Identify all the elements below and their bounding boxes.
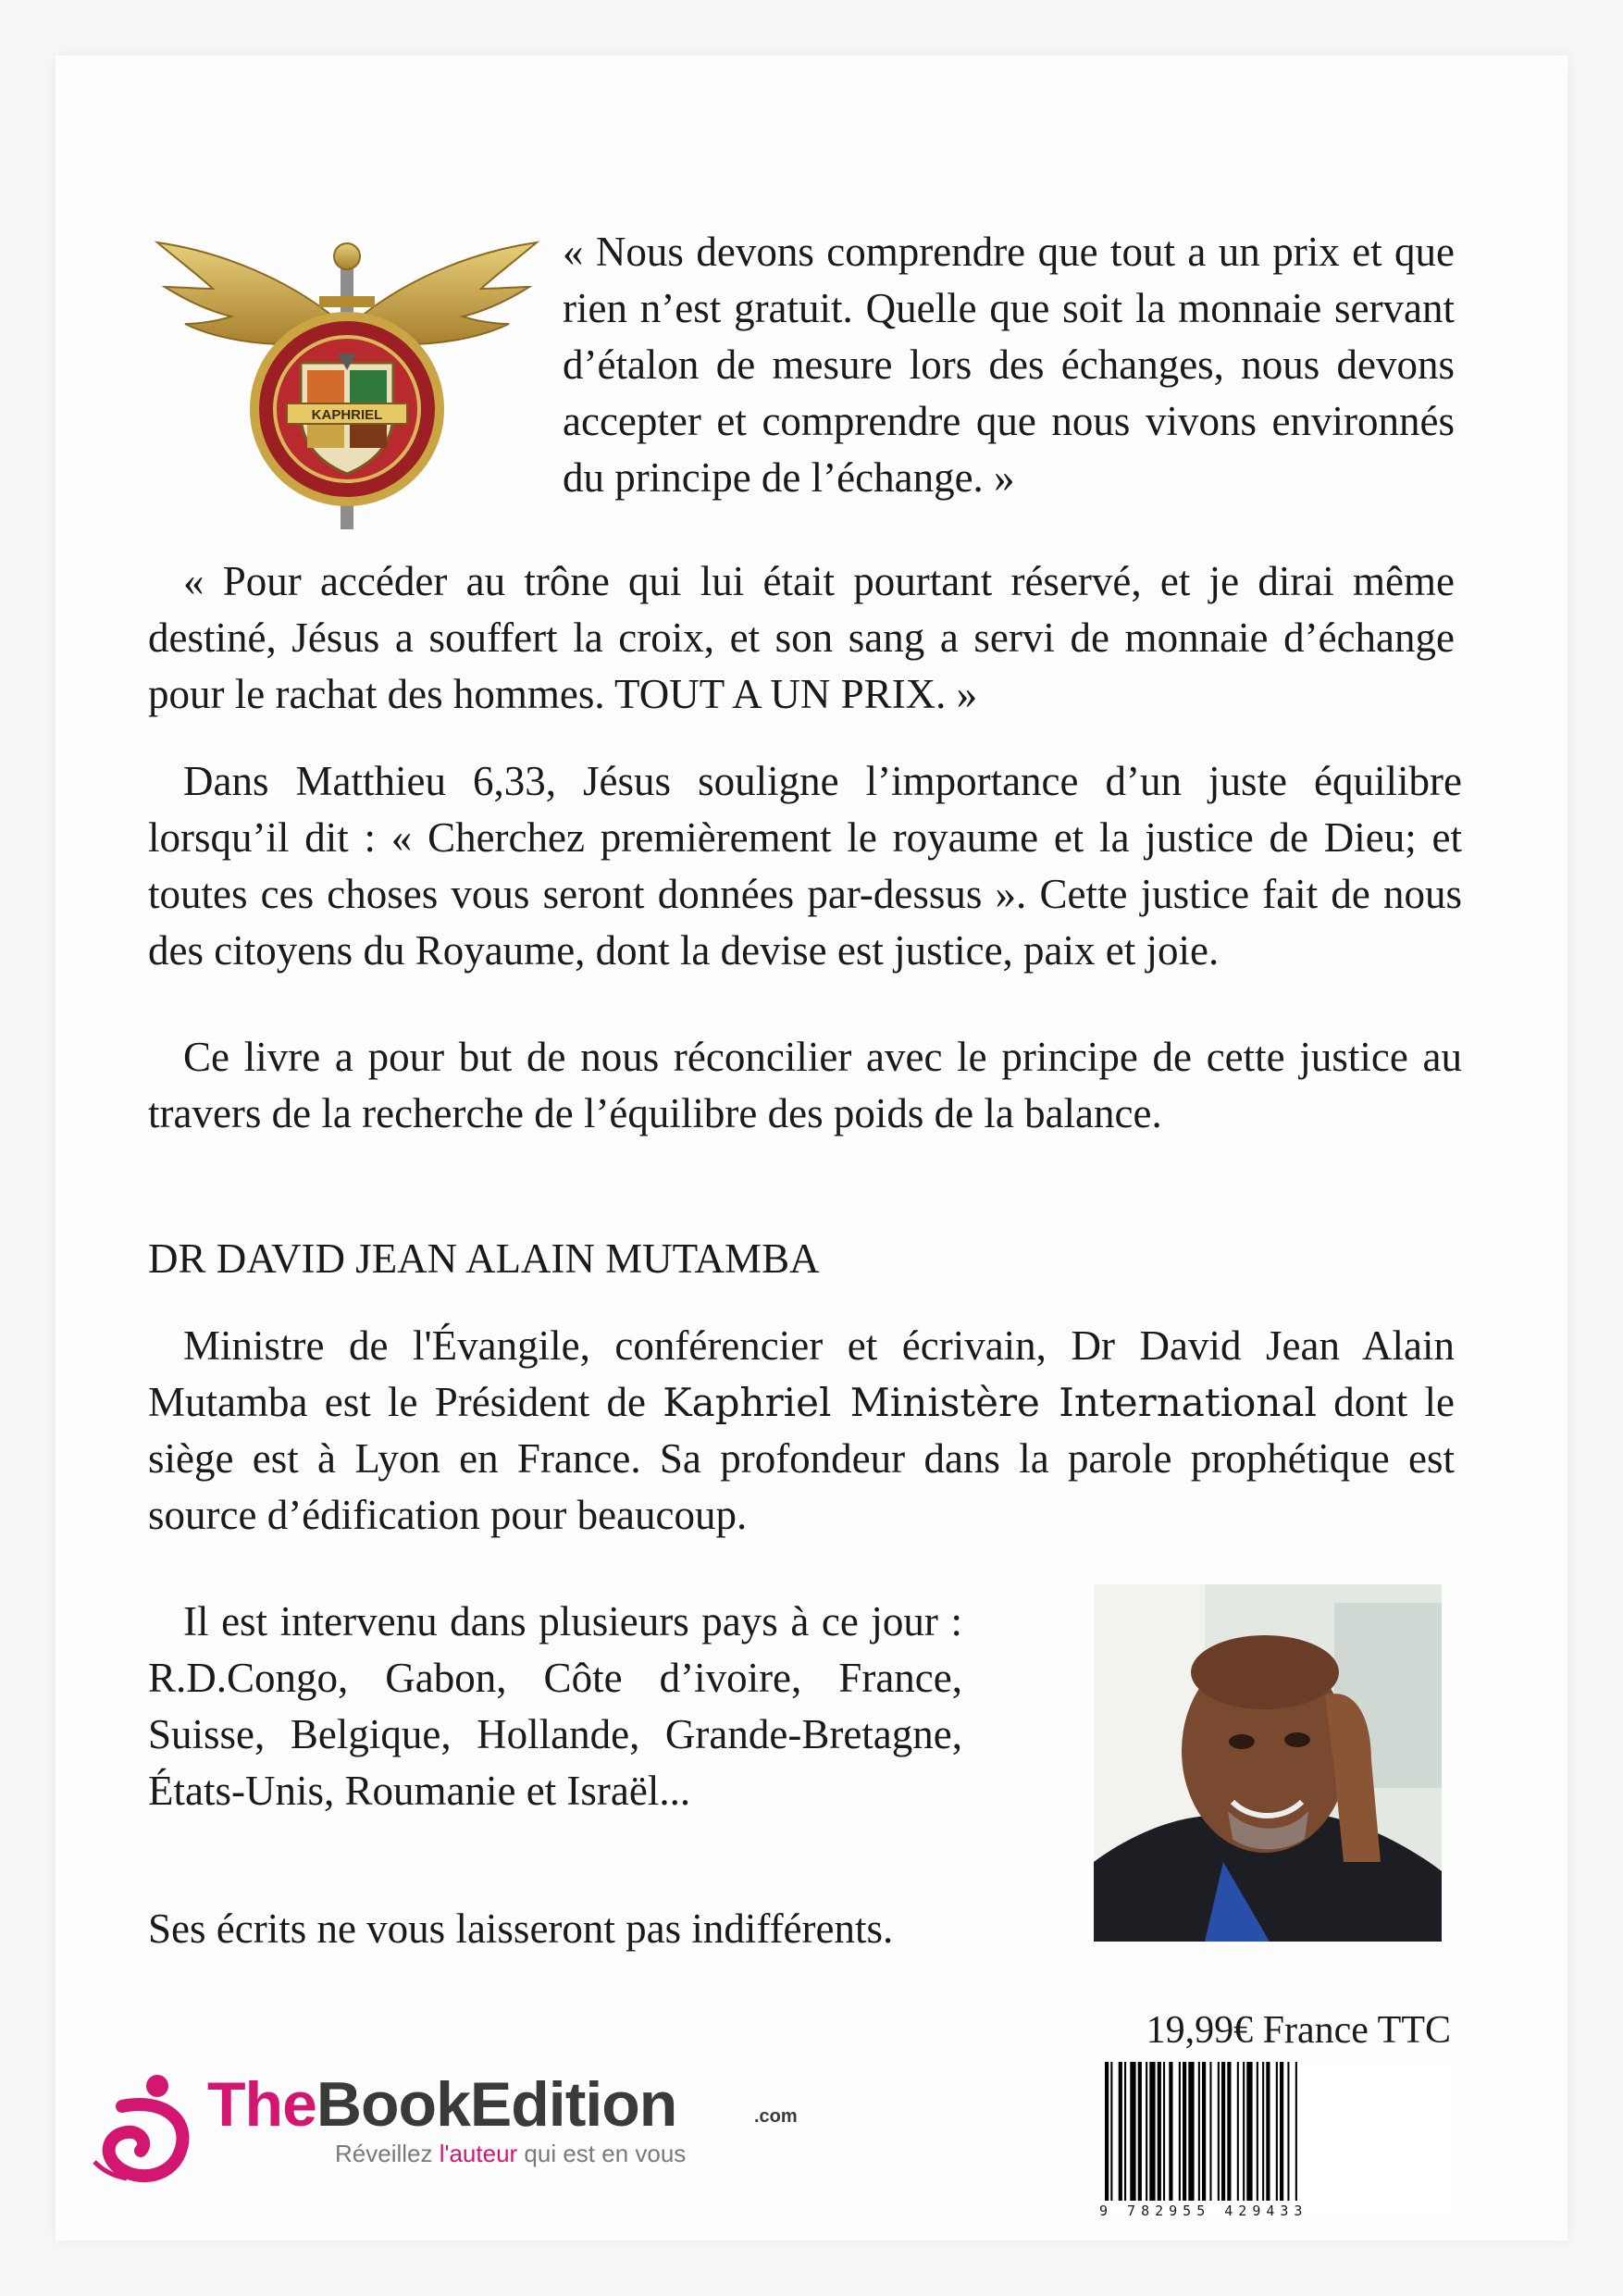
opening-quote <box>563 224 1455 506</box>
barcode-bar <box>1149 2062 1155 2201</box>
barcode-bar <box>1169 2062 1172 2201</box>
barcode-bar <box>1202 2062 1206 2201</box>
barcode-bar <box>1138 2062 1142 2201</box>
quote-2-text: « Pour accéder au trône qui lui était pourtant réservé, et je dirai même destiné, Jésus a souffert la croix, et son sang a servi de monnaie d’échange pour le rachat des hommes. TOUT A UN PRIX. » <box>148 558 1455 717</box>
bio-organization: Kaphriel Ministère International <box>663 1380 1317 1425</box>
barcode-bar <box>1188 2062 1194 2201</box>
author-photo <box>1094 1584 1442 1942</box>
paragraph-3-text: Dans Matthieu 6,33, Jésus souligne l’importance d’un juste équilibre lorsqu’il dit : « Cherchez premièrement le royaume et la justice de Dieu; et toutes ces choses vous seront données par-dessus ». Cette justice fait de nous des citoyens du Royaume, dont la devise est justice, paix et joie. <box>148 758 1462 974</box>
barcode-bar <box>1237 2062 1239 2201</box>
barcode-bar <box>1146 2062 1147 2201</box>
winged-emblem-icon <box>148 215 546 529</box>
tagline-after: qui est en vous <box>517 2140 687 2167</box>
publisher-name-main: BookEdition <box>316 2069 677 2140</box>
barcode-bar <box>1158 2062 1161 2201</box>
author-bio <box>148 1318 1455 1544</box>
barcode-bar <box>1257 2062 1258 2201</box>
matthew-paragraph <box>148 753 1462 979</box>
svg-text:KAPHRIEL: KAPHRIEL <box>311 407 383 423</box>
paragraph-4-text: Ce livre a pour but de nous réconcilier avec le principe de cette justice au travers de la recherche de l’équilibre des poids de la balance. <box>148 1034 1462 1136</box>
barcode-bar <box>1124 2062 1126 2201</box>
closing-line <box>148 1901 1073 1957</box>
barcode-bar <box>1183 2062 1186 2201</box>
barcode-bar <box>1295 2062 1297 2201</box>
author-name-heading <box>148 1231 1443 1287</box>
publisher-logo-icon <box>85 2069 205 2190</box>
barcode-bar <box>1221 2062 1225 2201</box>
tagline-before: Réveillez <box>335 2140 440 2167</box>
author-name-text: DR DAVID JEAN ALAIN MUTAMBA <box>148 1235 820 1282</box>
barcode-bar <box>1243 2062 1245 2201</box>
barcode-bar <box>1227 2062 1231 2201</box>
publisher-name <box>207 2069 676 2140</box>
barcode-bar <box>1110 2062 1112 2201</box>
barcode-bar <box>1218 2062 1220 2201</box>
barcode-bar <box>1266 2062 1270 2201</box>
publisher-logo <box>85 2069 844 2190</box>
barcode-bar <box>1246 2062 1252 2201</box>
bio-part-2: dont le siège est à Lyon en France. Sa profondeur dans la parole prophétique est source d’édification pour beaucoup. <box>148 1379 1455 1538</box>
barcode-bar <box>1119 2062 1122 2201</box>
barcode-bar <box>1209 2062 1211 2201</box>
second-quote <box>148 553 1455 723</box>
purpose-paragraph <box>148 1029 1462 1142</box>
barcode-bar <box>1163 2062 1165 2201</box>
closing-text: Ses écrits ne vous laisseront pas indifférents. <box>148 1905 894 1952</box>
barcode-bar <box>1287 2062 1289 2201</box>
barcode-bar <box>1262 2062 1264 2201</box>
barcode-bar <box>1179 2062 1181 2201</box>
publisher-domain-suffix: .com <box>754 2106 798 2127</box>
countries-text: Il est intervenu dans plusieurs pays à ce jour : R.D.Congo, Gabon, Côte d’ivoire, France, Suisse, Belgique, Hollande, Grande-Bretagne, États-Unis, Roumanie et Israël... <box>148 1598 962 1814</box>
barcode-bar <box>1105 2062 1109 2201</box>
publisher-name-prefix: The <box>207 2069 316 2140</box>
bio-text <box>148 1318 1455 1544</box>
publisher-tagline <box>335 2140 686 2168</box>
tagline-highlight: l'auteur <box>439 2140 518 2167</box>
barcode-icon <box>1099 2062 1455 2217</box>
countries-paragraph <box>148 1594 962 1819</box>
price-label: 19,99€ France TTC <box>1146 2009 1451 2052</box>
bio-part-1: Ministre de l'Évangile, conférencier et écrivain, Dr David Jean Alain Mutamba est le Président de <box>148 1322 1455 1425</box>
barcode-bar <box>1280 2062 1283 2201</box>
barcode-bar <box>1276 2062 1278 2201</box>
quote-1-text: « Nous devons comprendre que tout a un prix et que rien n’est gratuit. Quelle que soit la monnaie servant d’étalon de mesure lors des échanges, nous devons accepter et comprendre que nous vivons environnés du principe de l’échange. » <box>563 229 1455 501</box>
barcode-bar <box>1130 2062 1135 2201</box>
barcode-bar <box>1198 2062 1200 2201</box>
isbn-digits: 9 782955 429433 <box>1099 2203 1308 2219</box>
